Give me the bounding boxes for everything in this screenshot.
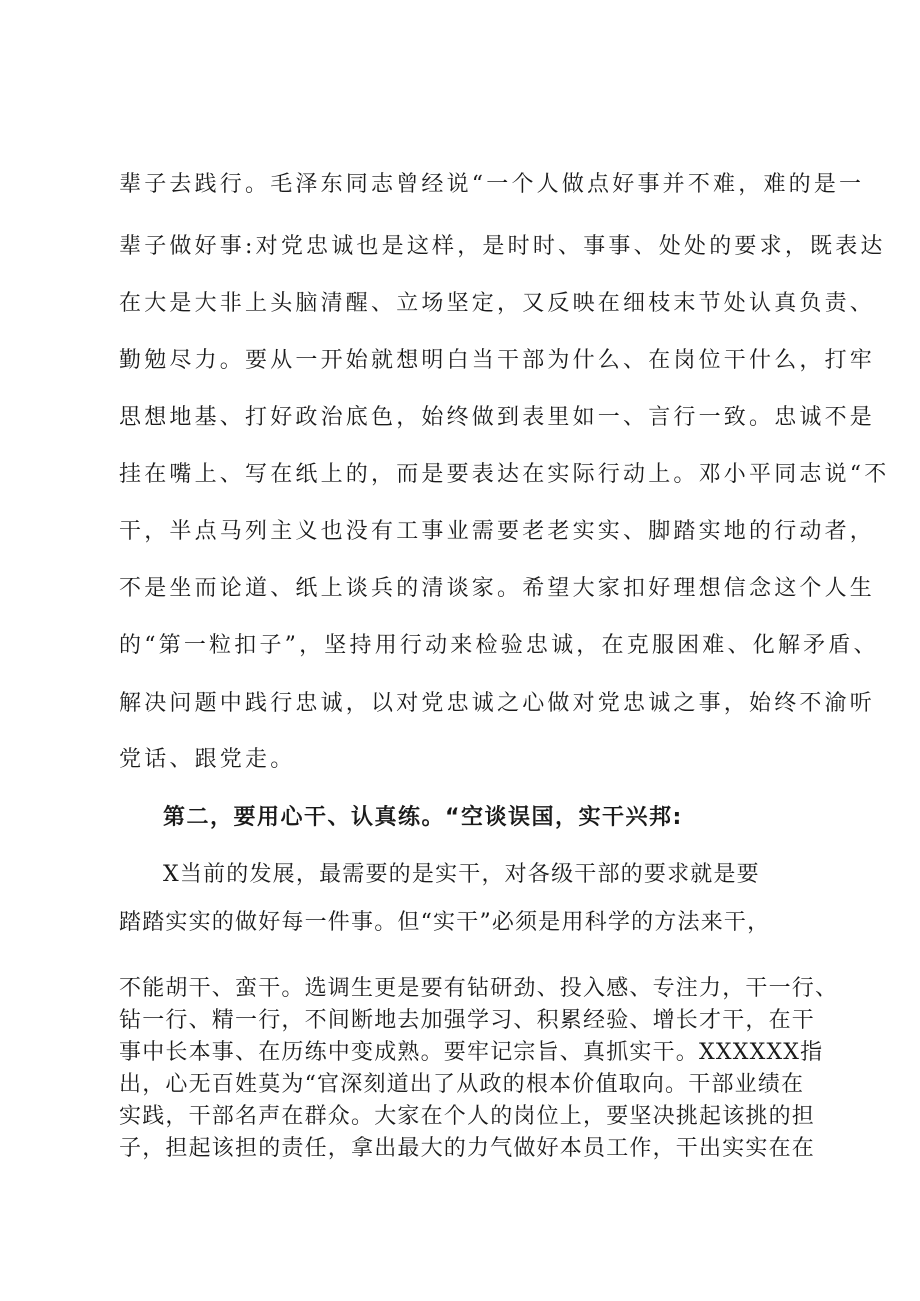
paragraph-line: 子，担起该担的责任，拿出最大的力气做好本员工作，干出实实在在 bbox=[119, 1136, 816, 1161]
paragraph-line: 辈子做好事:对党忠诚也是这样，是时时、事事、处处的要求，既表达 bbox=[119, 234, 886, 259]
paragraph-line: 踏踏实实的做好每一件事。但“实干”必须是用科学的方法来干， bbox=[119, 910, 771, 935]
section-heading: 第二，要用心干、认真练。“空谈误国，实干兴邦: bbox=[163, 805, 683, 830]
paragraph-line: 事中长本事、在历练中变成熟。要牢记宗旨、真抓实干。XXXXXX指 bbox=[119, 1040, 824, 1065]
paragraph-line: 实践，干部名声在群众。大家在个人的岗位上，要坚决挑起该挑的担 bbox=[119, 1104, 816, 1129]
paragraph-line: 不能胡干、蛮干。选调生更是要有钻研劲、投入感、专注力，干一行、 bbox=[119, 976, 839, 1001]
paragraph-line: 勤勉尽力。要从一开始就想明白当干部为什么、在岗位干什么，打牢 bbox=[119, 348, 876, 373]
paragraph-line: X当前的发展，最需要的是实干，对各级干部的要求就是要 bbox=[163, 862, 760, 887]
paragraph-line: 挂在嘴上、写在纸上的，而是要表达在实际行动上。邓小平同志说“不 bbox=[119, 462, 890, 487]
paragraph-line: 解决问题中践行忠诚，以对党忠诚之心做对党忠诚之事，始终不渝听 bbox=[119, 691, 876, 716]
paragraph-line: 出，心无百姓莫为“官深刻道出了从政的根本价值取向。干部业绩在 bbox=[119, 1072, 805, 1097]
paragraph-line: 的“第一粒扣子”，坚持用行动来检验忠诚，在克服困难、化解矛盾、 bbox=[119, 633, 879, 658]
paragraph-line: 党话、跟党走。 bbox=[119, 747, 296, 772]
paragraph-line: 不是坐而论道、纸上谈兵的清谈家。希望大家扣好理想信念这个人生 bbox=[119, 576, 876, 601]
paragraph-line: 钻一行、精一行，不间断地去加强学习、积累经验、增长才干，在干 bbox=[119, 1008, 816, 1033]
paragraph-line: 在大是大非上头脑清醒、立场坚定，又反映在细枝末节处认真负责、 bbox=[119, 291, 876, 316]
paragraph-line: 干，半点马列主义也没有工事业需要老老实实、脚踏实地的行动者， bbox=[119, 519, 876, 544]
paragraph-line: 思想地基、打好政治底色，始终做到表里如一、言行一致。忠诚不是 bbox=[119, 405, 876, 430]
paragraph-line: 辈子去践行。毛泽东同志曾经说“一个人做点好事并不难，难的是一 bbox=[119, 172, 865, 197]
